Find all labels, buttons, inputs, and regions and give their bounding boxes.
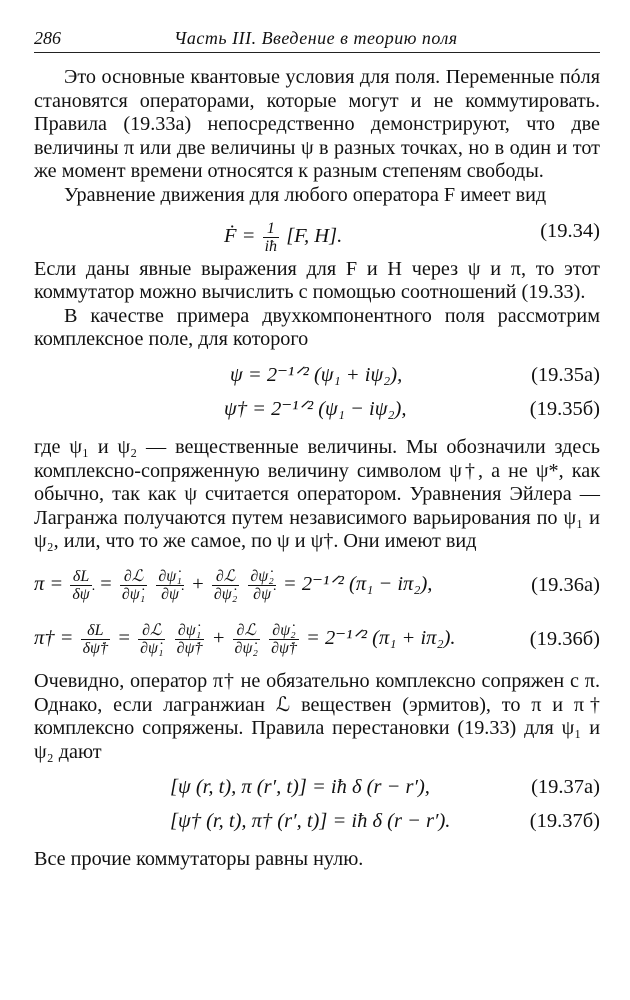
fraction: $\frac{\text{∂ψ̇₂}}{\partial\psi̇\dagger}$ bbox=[271, 621, 297, 657]
equation-number: (19.37б) bbox=[529, 810, 600, 833]
eq-sign: = bbox=[117, 627, 131, 650]
equation-number: (19.36б) bbox=[529, 627, 600, 650]
page-number: 286 bbox=[34, 28, 61, 48]
fraction: $\frac{\text{∂ψ̇₂}}{\partial\psi̇}$ bbox=[250, 567, 274, 603]
eq-19-37a-expr: [ψ (r, t), π (r′, t)] = iħ δ (r − r′), bbox=[170, 776, 430, 799]
page-body bbox=[34, 66, 600, 872]
eq-19-34-rhs: [F, H]. bbox=[286, 224, 343, 247]
plus-sign: + bbox=[190, 573, 205, 596]
eq-19-35a-expr: ψ = 2⁻¹ᐟ² (ψ₁ + iψ₂), bbox=[230, 363, 403, 386]
equation-number: (19.36а) bbox=[531, 573, 600, 596]
equation-19-35a bbox=[34, 360, 600, 394]
eq-rhs: = 2⁻¹ᐟ² (π₁ − iπ₂), bbox=[282, 573, 433, 596]
fraction: $\frac{\text{∂ψ̇₁}}{\partial\psi̇\dagger}$ bbox=[176, 621, 203, 657]
running-title: Часть III. Введение в теорию поля bbox=[174, 28, 458, 48]
paragraph-equation-of-motion: Уравнение движения для любого оператора F имеет вид bbox=[64, 183, 547, 206]
equation-19-36a bbox=[34, 562, 600, 608]
paragraph-euler-lagrange: где ψ₁ и ψ₂ — вещественные величины. Мы обозначили здесь комплексно-сопряженную величину символом ψ†, а не ψ*, как обычно, так как ψ считается оператором. Уравнения Эйлера — Лагранжа получаются путем независимого варьирования по ψ₁ и ψ₂, или, что то же самое, по ψ и ψ†. Они имеют вид bbox=[34, 435, 600, 553]
fraction: $\frac{\text{∂ℒ}}{\text{∂ψ̇₂}}$ bbox=[234, 621, 258, 657]
eq-sign: = bbox=[98, 573, 113, 596]
fraction: $\frac{\delta L}{\delta\psi̇\dagger}$ bbox=[82, 621, 108, 657]
equation-number: (19.34) bbox=[540, 219, 600, 242]
paragraph-conjugate-operators: Очевидно, оператор π† не обязательно комплексно сопряжен с π. Однако, если лагранжиан ℒ веществен (эрмитов), то π и π† комплексно сопряжены. Правила перестановки (19.33) для ψ₁ и ψ₂ дают bbox=[34, 669, 600, 763]
eq-19-34-lhs: Ḟ = bbox=[224, 224, 256, 247]
fraction: $\frac{\text{∂ℒ}}{\text{∂ψ̇₂}}$ bbox=[213, 567, 238, 603]
eq-19-34-fraction: $\frac{1}{iħ}$ bbox=[264, 219, 278, 255]
fraction: $\frac{\text{∂ℒ}}{\text{∂ψ̇₁}}$ bbox=[121, 567, 146, 603]
eq-lhs: π = bbox=[34, 573, 64, 596]
eq-rhs: = 2⁻¹ᐟ² (π₁ + iπ₂). bbox=[306, 627, 456, 650]
equation-number: (19.35б) bbox=[529, 397, 600, 420]
equation-number: (19.37а) bbox=[531, 776, 600, 799]
eq-19-35b-expr: ψ† = 2⁻¹ᐟ² (ψ₁ − iψ₂), bbox=[224, 397, 407, 420]
equation-19-35b bbox=[34, 394, 600, 428]
paragraph-commutator: Если даны явные выражения для F и H через ψ и π, то этот коммутатор можно вычислить с помощью соотношений (19.33). bbox=[34, 257, 600, 304]
equation-19-36b bbox=[34, 616, 600, 662]
eq-lhs: π† = bbox=[34, 627, 74, 650]
fraction: $\frac{\text{∂ψ̇₁}}{\partial\psi̇}$ bbox=[158, 567, 182, 603]
paragraph-other-commutators: Все прочие коммутаторы равны нулю. bbox=[34, 848, 364, 871]
equation-19-34 bbox=[34, 216, 600, 255]
equation-19-37a bbox=[34, 772, 600, 806]
paragraph-complex-field: В качестве примера двухкомпонентного поля рассмотрим комплексное поле, для которого bbox=[34, 304, 600, 351]
plus-sign: + bbox=[211, 627, 226, 650]
paragraph-quantum-conditions: Это основные квантовые условия для поля. Переменные пóля становятся операторами, которые могут и не коммутировать. Правила (19.33а) непосредственно демонстрируют, что две величины π или две величины ψ в разных точках, но в один и тот же момент времени относятся к разным степеням свободы. bbox=[34, 66, 600, 183]
running-header bbox=[34, 26, 600, 53]
equation-number: (19.35а) bbox=[531, 363, 600, 386]
fraction: $\frac{\delta L}{\delta\psi̇}$ bbox=[72, 567, 90, 603]
equation-19-37b bbox=[34, 806, 600, 840]
eq-19-37b-expr: [ψ† (r, t), π† (r′, t)] = iħ δ (r − r′). bbox=[170, 810, 451, 833]
fraction: $\frac{\text{∂ℒ}}{\text{∂ψ̇₁}}$ bbox=[140, 621, 164, 657]
